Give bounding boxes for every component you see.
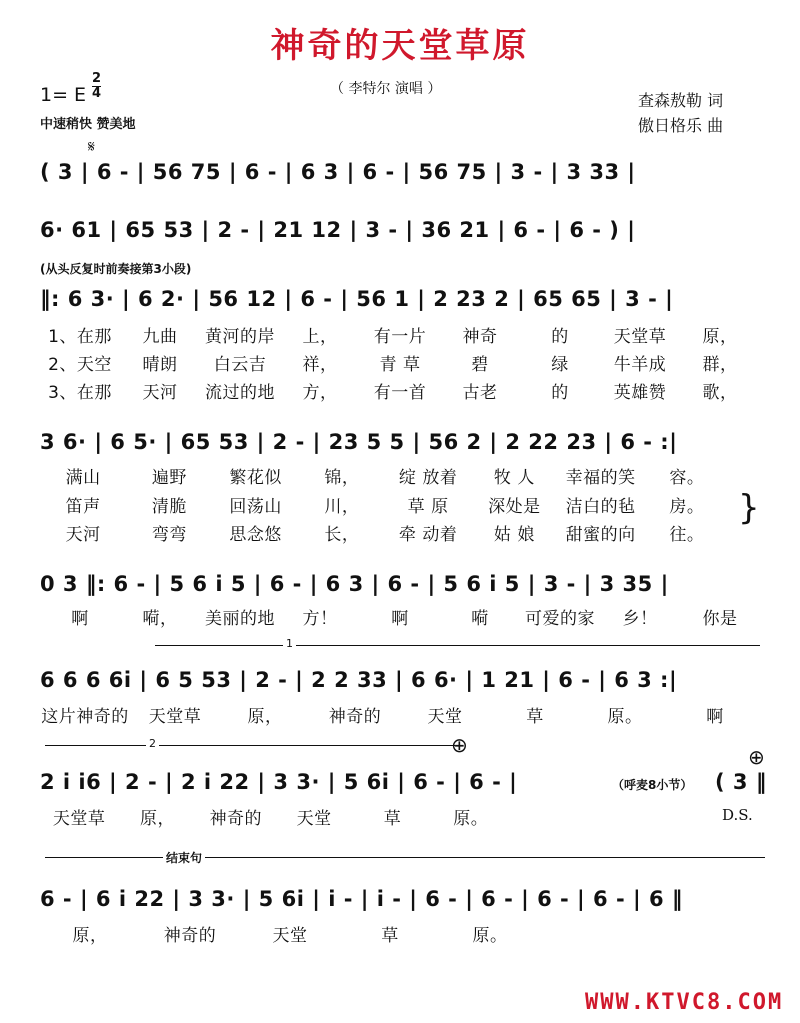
lyric: 古老 [462, 383, 498, 403]
lyric: 神奇 [462, 327, 498, 347]
ending-line [45, 857, 765, 858]
lyric: 啊 [71, 609, 89, 629]
row5-notes: 0 3 ‖: 6 - | 5 6 i 5 | 6 - | 6 3 | 6 - | 5 6 i 5 | 3 - | 3 35 | [40, 572, 669, 596]
lyric: 英雄赞 [613, 383, 667, 403]
ending-label: 结束句 [163, 849, 205, 866]
singer-credit: （ 李特尔 演唱 ） [330, 81, 442, 97]
row4-notes: 3 6· | 6 5· | 65 53 | 2 - | 23 5 5 | 56 2 | 2 22 23 | 6 - :| [40, 430, 678, 454]
lyric: 祥， [302, 355, 338, 375]
lyric: 回荡山 [229, 497, 282, 517]
row3-lyrics-verse1 [40, 322, 760, 347]
volta1-label: 1 [283, 637, 296, 650]
lyric: 神奇的 [328, 707, 382, 727]
lyric: 歌， [702, 383, 738, 403]
row5-lyrics [40, 604, 760, 629]
lyric: 嗬， [142, 609, 178, 629]
lyric: 天堂草 [148, 707, 202, 727]
lyric: 上， [302, 327, 338, 347]
lyric: 牧 人 [493, 468, 535, 488]
lyric: 姑 娘 [493, 525, 535, 545]
tempo-marking: 中速稍快 赞美地 [40, 117, 136, 132]
lyric: 美丽的地 [205, 609, 275, 629]
lyric: 绽 放着 [398, 468, 458, 488]
lyric: 的 [551, 383, 569, 403]
lyric: 天堂草 [613, 327, 667, 347]
lyric: 2、天空 [48, 355, 112, 375]
lyric: 原， [702, 327, 738, 347]
watermark: WWW.KTVC8.COM [585, 990, 784, 1015]
row3-lyrics-verse2 [40, 350, 760, 375]
lyric: 碧 [471, 355, 489, 375]
lyric: 天河 [65, 525, 101, 545]
lyric: 的 [551, 327, 569, 347]
lyric: 有一片 [373, 327, 427, 347]
lyric: 草 原 [407, 497, 449, 517]
lyric: 啊 [391, 609, 409, 629]
lyric: 可爱的家 [525, 609, 595, 629]
time-signature [92, 72, 101, 101]
lyric: 川， [324, 497, 360, 517]
lyric: 深处是 [488, 497, 541, 517]
time-sig-bottom: 4 [92, 86, 102, 101]
lyric: 原， [72, 926, 108, 946]
lyric: 啊 [706, 707, 724, 727]
lyric: 弯弯 [151, 525, 187, 545]
lyric: 这片神奇的 [41, 707, 129, 727]
lyric: 流过的地 [205, 383, 275, 403]
lyric: 嗬 [471, 609, 489, 629]
lyric: 天堂 [296, 809, 332, 829]
lyric: 原。 [453, 809, 489, 829]
lyric: 洁白的毡 [565, 497, 636, 517]
segno-icon: 𝄋 [88, 137, 95, 156]
lyric: 天堂草 [52, 809, 106, 829]
row7-notes: 2 i i6 | 2 - | 2 i 22 | 3 3· | 5 6i | 6 - | 6 - | [40, 770, 518, 794]
lyric: 思念悠 [229, 525, 282, 545]
lyricist-credit: 查森敖勒 词 [638, 91, 724, 110]
lyric: 神奇的 [163, 926, 217, 946]
row6-lyrics [40, 702, 760, 727]
lyric: 原， [247, 707, 283, 727]
lyric: 遍野 [151, 468, 187, 488]
lyric: 方！ [302, 609, 338, 629]
coda-icon-right: ⊕ [748, 745, 765, 769]
lyric: 黄河的岸 [205, 327, 275, 347]
composer-credit: 傲日格乐 曲 [638, 116, 724, 135]
lyric: 锦， [324, 468, 360, 488]
lyric: 天堂 [272, 926, 308, 946]
lyric: 清脆 [151, 497, 187, 517]
row7-tail: ( 3 ‖ [715, 770, 767, 794]
row6-notes: 6 6 6 6i | 6 5 53 | 2 - | 2 2 33 | 6 6· | 1 21 | 6 - | 6 3 :| [40, 668, 678, 692]
row4-lyrics-verse3 [40, 520, 730, 545]
row4-lyrics-verse2 [40, 492, 730, 517]
dal-segno-mark: D.S. [722, 806, 753, 824]
lyric: 群， [702, 355, 738, 375]
lyric: 笛声 [65, 497, 101, 517]
volta2-line [45, 745, 455, 746]
lyric: 乡！ [622, 609, 658, 629]
time-sig-top: 2 [92, 71, 102, 86]
key-signature: 1= E [40, 84, 87, 106]
lyric: 天堂 [427, 707, 463, 727]
lyric: 往。 [669, 525, 705, 545]
lyric: 天河 [142, 383, 178, 403]
lyric: 白云吉 [213, 355, 267, 375]
row4-lyrics-verse1 [40, 463, 730, 488]
lyric: 牵 动着 [398, 525, 458, 545]
lyric: 九曲 [142, 327, 178, 347]
song-title: 神奇的天堂草原 [270, 26, 530, 66]
volta1-line [155, 645, 760, 646]
lyric: 满山 [65, 468, 101, 488]
repeat-instruction: (从头反复时前奏接第3小段) [40, 262, 192, 276]
verse-brace: } [738, 488, 760, 528]
lyric: 原， [139, 809, 175, 829]
lyric: 原。 [472, 926, 508, 946]
lyric: 容。 [669, 468, 705, 488]
row3-notes: ‖: 6 3· | 6 2· | 56 12 | 6 - | 56 1 | 2 23 2 | 65 65 | 3 - | [40, 287, 674, 311]
lyric: 甜蜜的向 [565, 525, 636, 545]
volta2-label: 2 [146, 737, 159, 750]
lyric: 幸福的笑 [565, 468, 636, 488]
lyric: 草 [383, 809, 402, 829]
coda-icon: ⊕ [451, 733, 468, 757]
lyric: 绿 [551, 355, 569, 375]
lyric: 神奇的 [209, 809, 263, 829]
lyric: 草 [526, 707, 544, 727]
interlude-instruction: （呼麦8小节） [612, 778, 693, 792]
lyric: 牛羊成 [613, 355, 667, 375]
lyric: 晴朗 [142, 355, 178, 375]
row3-lyrics-verse3 [40, 378, 760, 403]
lyric: 长， [324, 525, 360, 545]
lyric: 原。 [607, 707, 643, 727]
lyric: 1、在那 [48, 327, 112, 347]
lyric: 3、在那 [48, 383, 112, 403]
row2-notes: 6· 61 | 65 53 | 2 - | 21 12 | 3 - | 36 21 | 6 - | 6 - ) | [40, 218, 636, 242]
row8-lyrics [40, 921, 540, 946]
row8-notes: 6 - | 6 i 22 | 3 3· | 5 6i | i - | i - | 6 - | 6 - | 6 - | 6 - | 6 ‖ [40, 887, 683, 911]
lyric: 你是 [702, 609, 738, 629]
lyric: 方， [302, 383, 338, 403]
row7-lyrics [40, 804, 510, 829]
lyric: 草 [381, 926, 399, 946]
lyric: 房。 [669, 497, 705, 517]
lyric: 青 草 [379, 355, 421, 375]
lyric: 繁花似 [229, 468, 282, 488]
row1-notes: ( 3 | 6 - | 56 75 | 6 - | 6 3 | 6 - | 56 75 | 3 - | 3 33 | [40, 160, 636, 184]
lyric: 有一首 [373, 383, 427, 403]
